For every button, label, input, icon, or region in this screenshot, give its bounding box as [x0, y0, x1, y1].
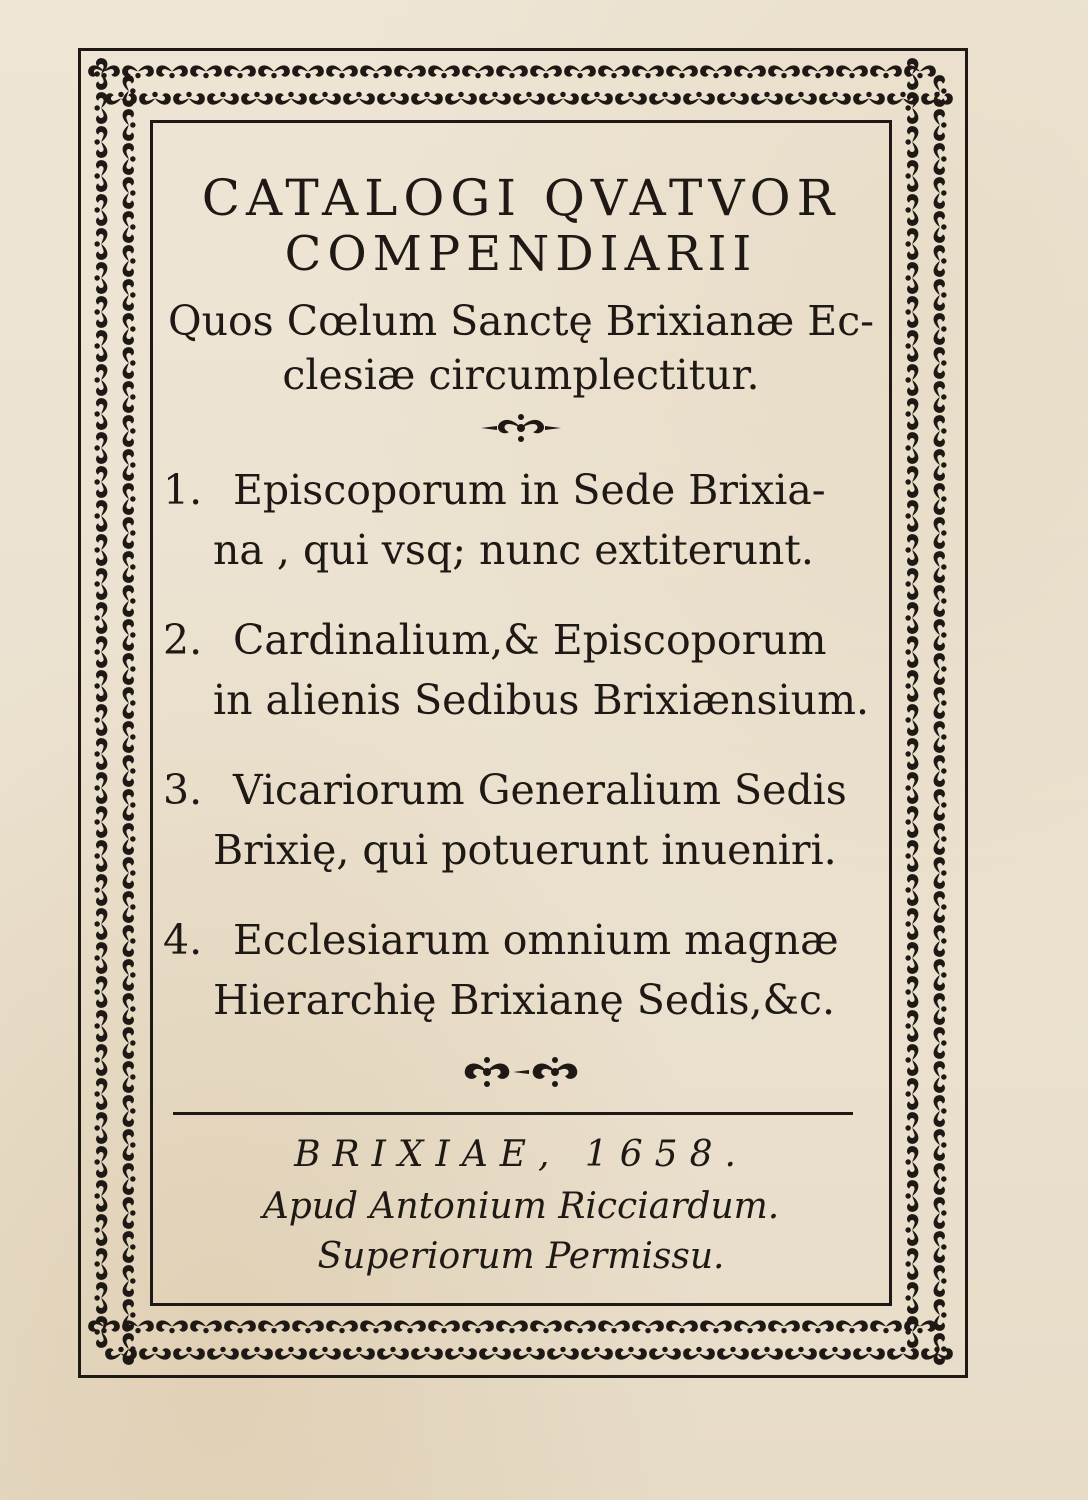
item-line-1: Cardinalium,& Episcoporum [233, 616, 827, 664]
imprint-printer: Apud Antonium Ricciardum. [262, 1186, 780, 1227]
imprint-rule [173, 1112, 853, 1115]
item-line-2: Brixię, qui potuerunt inueniri. [213, 826, 837, 874]
imprint-permission: Superiorum Permissu. [317, 1236, 725, 1277]
list-item-3 [163, 760, 883, 880]
list-item-1 [163, 460, 883, 580]
item-number: 1. [163, 466, 203, 514]
double-fleuron-ornament-icon [453, 1052, 589, 1096]
title-line-2: COMPENDIARII [284, 226, 758, 282]
title-page-content [153, 170, 889, 1290]
item-number: 4. [163, 916, 203, 964]
item-line-2: Hierarchię Brixianę Sedis,&c. [213, 976, 836, 1024]
subtitle [153, 294, 889, 402]
fleuron-ornament-icon [473, 410, 569, 450]
item-line-1: Vicariorum Generalium Sedis [233, 766, 847, 814]
border-ornament-bottom [84, 1309, 962, 1371]
item-line-2: in alienis Sedibus Brixiænsium. [213, 676, 869, 724]
list-item-2 [163, 610, 883, 730]
item-line-2: na , qui vsq; nunc extiterunt. [213, 526, 814, 574]
title-line-1: CATALOGI QVATVOR [201, 169, 841, 227]
subtitle-line-2: clesiæ circumplectitur. [282, 351, 760, 399]
border-ornament-top [84, 54, 962, 116]
subtitle-line-1: Quos Cœlum Sanctę Brixianæ Ec- [167, 297, 875, 345]
item-number: 3. [163, 766, 203, 814]
item-line-1: Ecclesiarum omnium magnæ [233, 916, 839, 964]
border-ornament-right [895, 54, 957, 1372]
list-item-4 [163, 910, 883, 1030]
item-number: 2. [163, 616, 203, 664]
imprint-city-date: BRIXIAE, 1658. [294, 1134, 748, 1175]
item-line-1: Episcoporum in Sede Brixia- [233, 466, 826, 514]
border-ornament-left [84, 54, 146, 1372]
